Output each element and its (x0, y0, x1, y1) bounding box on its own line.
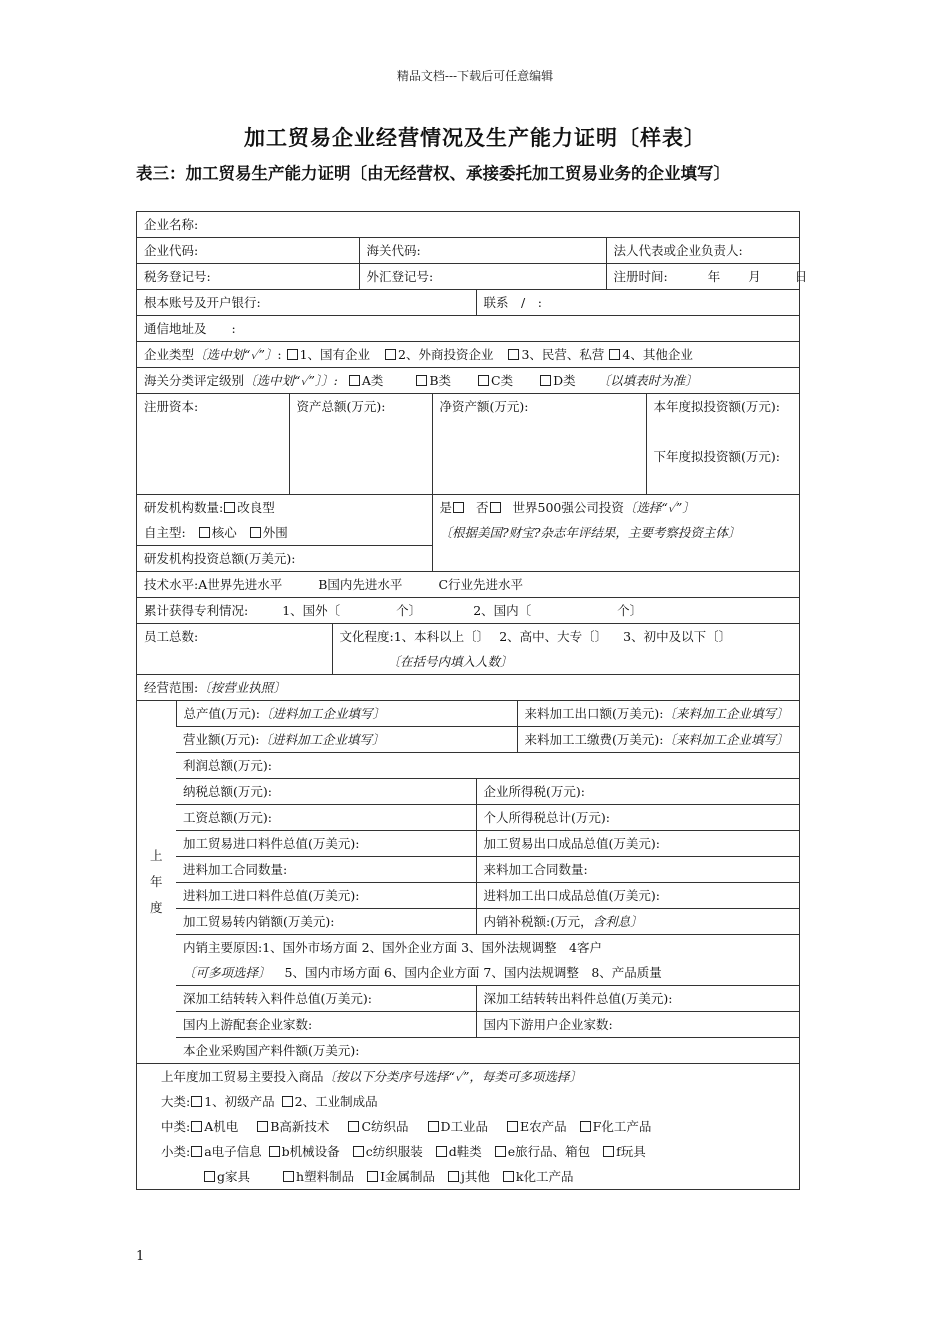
total-profit-field[interactable]: 利润总额(万元): (176, 753, 799, 779)
business-scope-row[interactable]: 经营范围:〔按营业执照〕 (137, 675, 800, 701)
checkbox[interactable] (495, 1146, 506, 1157)
domestic-sales-field[interactable]: 加工贸易转内销额(万美元): (176, 909, 476, 935)
forex-reg-field[interactable]: 外汇登记号: (359, 264, 606, 289)
import-proc-import-field[interactable]: 进料加工进口料件总值(万美元): (176, 883, 476, 909)
import-materials-field[interactable]: 加工贸易进口料件总值(万美元): (176, 831, 476, 857)
checkbox[interactable] (508, 349, 519, 360)
page-number: 1 (136, 1249, 145, 1264)
form-subtitle: 表三：加工贸易生产能力证明〔由无经营权、承接委托加工贸易业务的企业填写〕 (136, 164, 730, 183)
total-wages-field[interactable]: 工资总额(万元): (176, 805, 476, 831)
company-code-field[interactable]: 企业代码: (144, 243, 199, 258)
checkbox[interactable] (269, 1146, 280, 1157)
total-tax-field[interactable]: 纳税总额(万元): (176, 779, 476, 805)
local-purchase-field[interactable]: 本企业采购国产料件额(万美元): (176, 1038, 799, 1064)
patents-row: 累计获得专利情况: 1、国外〔 个〕 2、国内〔 个〕 (137, 598, 800, 624)
employees-row (137, 624, 800, 675)
code-row (137, 238, 800, 264)
fortune500-field: 是 否 世界500强公司投资〔选择“✓”〕 〔根据美国?财宝?杂志年评结果，主要考察投资主体〕 (432, 495, 799, 571)
customs-level-row: 海关分类评定级别〔选中划“✓”〕〕: A类 B类 C类 D类 〔以填表时为准〕 (137, 368, 800, 394)
capital-row (137, 394, 800, 495)
checkbox[interactable] (191, 1121, 202, 1132)
checkbox[interactable] (507, 1121, 518, 1132)
ent-type-option: 1、国有企业 (299, 347, 371, 362)
checkbox[interactable] (453, 502, 464, 513)
ent-type-option: 4、其他企业 (622, 347, 693, 362)
deep-in-field[interactable]: 深加工结转转入料件总值(万美元): (176, 986, 476, 1012)
upstream-field[interactable]: 国内上游配套企业家数: (176, 1012, 476, 1038)
reg-capital-field[interactable]: 注册资本: (144, 399, 199, 414)
downstream-field[interactable]: 国内下游用户企业家数: (476, 1012, 799, 1038)
capacity-form (136, 211, 863, 1190)
processing-fee-field[interactable]: 来料加工工缴费(万美元):〔来料加工企业填写〕 (517, 727, 799, 753)
checkbox[interactable] (191, 1146, 202, 1157)
checkbox[interactable] (250, 527, 261, 538)
checkbox[interactable] (283, 1171, 294, 1182)
rd-count-field[interactable]: 研发机构数量: 改良型 自主型: 核心 外围 (144, 500, 288, 540)
total-assets-field[interactable]: 资产总额(万元): (289, 394, 432, 494)
checkbox[interactable] (257, 1121, 268, 1132)
checkbox[interactable] (367, 1171, 378, 1182)
employees-field[interactable]: 员工总数: (144, 629, 199, 644)
reg-time-field[interactable]: 注册时间: 年 月 日 (606, 264, 799, 289)
checkbox[interactable] (478, 375, 489, 386)
checkbox[interactable] (385, 349, 396, 360)
checkbox[interactable] (282, 1096, 293, 1107)
registration-row (137, 264, 808, 290)
checkbox[interactable] (540, 375, 551, 386)
checkbox[interactable] (448, 1171, 459, 1182)
contact-field[interactable]: 联系 / : (476, 290, 799, 315)
checkbox[interactable] (490, 502, 501, 513)
company-name-field[interactable]: 企业名称: (137, 212, 800, 238)
checkbox[interactable] (416, 375, 427, 386)
import-contracts-field[interactable]: 进料加工合同数量: (176, 857, 476, 883)
checkbox[interactable] (191, 1096, 202, 1107)
education-field[interactable]: 文化程度:1、本科以上〔〕 2、高中、大专〔〕 3、初中及以下〔〕 〔在括号内填入人数〕 (332, 624, 799, 674)
checkbox[interactable] (428, 1121, 439, 1132)
deep-out-field[interactable]: 深加工结转转出料件总值(万美元): (476, 986, 799, 1012)
address-field[interactable]: 通信地址及 : (137, 316, 800, 342)
tech-level-row: 技术水平:A世界先进水平 B国内先进水平 C行业先进水平 (137, 572, 800, 598)
checkbox[interactable] (580, 1121, 591, 1132)
corp-income-tax-field[interactable]: 企业所得税(万元): (476, 779, 799, 805)
export-products-field[interactable]: 加工贸易出口成品总值(万美元): (476, 831, 799, 857)
investment-section: 上年度加工贸易主要投入商品〔按以下分类序号选择“✓”，每类可多项选择〕 大类: 1、初级产品 2、工业制成品 中类: A机电 B高新技术 C纺织品 D工业品 E农产品 F化工产品 小类: a电子信息 b机械设备 c纺织服装 d鞋类 e旅行品、箱包 f玩具 g家具 h塑料制品 I金属制品 j其他 k化工产品 (137, 1064, 800, 1190)
bank-field[interactable]: 根本账号及开户银行: (144, 295, 261, 310)
customs-code-field[interactable]: 海关代码: (359, 238, 606, 263)
export-value-field[interactable]: 来料加工出口额(万美元):〔来料加工企业填写〕 (517, 701, 799, 727)
checkbox[interactable] (603, 1146, 614, 1157)
domestic-tax-field[interactable]: 内销补税额:(万元，含利息〕 (476, 909, 799, 935)
header-note: 精品文档---下载后可任意编辑 (396, 69, 554, 83)
checkbox[interactable] (349, 375, 360, 386)
revenue-field[interactable]: 营业额(万元):〔进料加工企业填写〕 (176, 727, 517, 753)
checkbox[interactable] (503, 1171, 514, 1182)
rd-investment-field[interactable]: 研发机构投资总额(万美元): (137, 546, 432, 572)
tax-reg-field[interactable]: 税务登记号: (144, 269, 211, 284)
gross-output-field[interactable]: 总产值(万元):〔进料加工企业填写〕 (176, 701, 517, 727)
enterprise-type-row: 企业类型〔选中划“✓”〕: 1、国有企业 2、外商投资企业 3、民营、私营 4、其他企业 (137, 342, 800, 368)
checkbox[interactable] (204, 1171, 215, 1182)
investment-plan-field[interactable]: 本年度拟投资额(万元): 下年度拟投资额(万元): (646, 394, 799, 494)
checkbox[interactable] (224, 502, 235, 513)
checkbox[interactable] (436, 1146, 447, 1157)
checkbox[interactable] (199, 527, 210, 538)
domestic-reason-field[interactable]: 内销主要原因:1、国外市场方面 2、国外企业方面 3、国外法规调整 4客户 〔可多项选择〕 5、国内市场方面 6、国内企业方面 7、国内法规调整 8、产品质量 (176, 935, 799, 986)
checkbox[interactable] (287, 349, 298, 360)
checkbox[interactable] (609, 349, 620, 360)
page-title: 加工贸易企业经营情况及生产能力证明〔样表〕 (244, 125, 706, 150)
net-assets-field[interactable]: 净资产额(万元): (432, 394, 646, 494)
rd-row (137, 495, 800, 572)
last-year-block (137, 701, 800, 1064)
checkbox[interactable] (353, 1146, 364, 1157)
bank-row (137, 290, 800, 316)
ent-type-option: 3、民营、私营 (521, 347, 605, 362)
personal-income-tax-field[interactable]: 个人所得税总计(万元): (476, 805, 799, 831)
last-year-label: 上 年 度 (149, 848, 163, 915)
legal-rep-field[interactable]: 法人代表或企业负责人: (606, 238, 799, 263)
checkbox[interactable] (348, 1121, 359, 1132)
ent-type-option: 2、外商投资企业 (398, 347, 494, 362)
import-proc-export-field[interactable]: 进料加工出口成品总值(万美元): (476, 883, 799, 909)
supplied-contracts-field[interactable]: 来料加工合同数量: (476, 857, 799, 883)
